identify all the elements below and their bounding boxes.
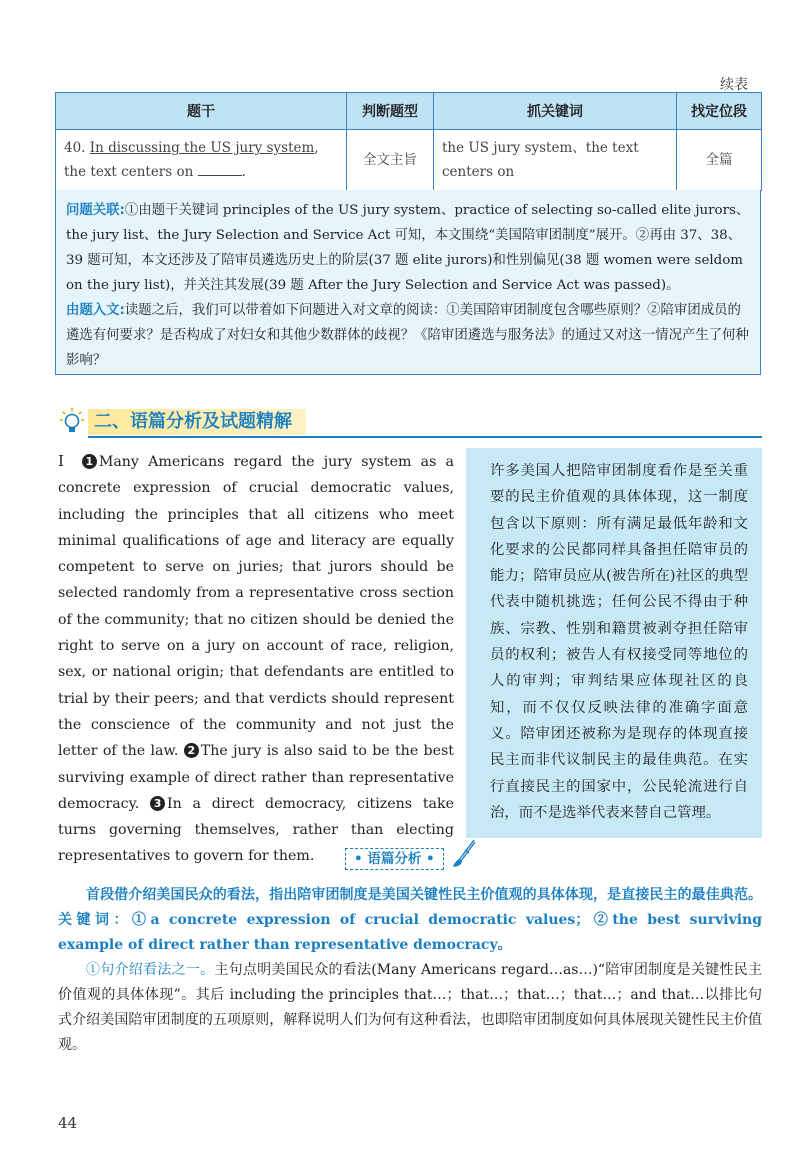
analysis-subheading bbox=[345, 848, 444, 870]
question-end: . bbox=[241, 164, 246, 180]
translation-box: 许多美国人把陪审团制度看作是至关重要的民主价值观的具体体现，这一制度包含以下原则：所有满足最低年龄和文化要求的公民都同样具备担任陪审员的能力；陪审员应从(被告所在)社区的典型代表中随机挑选；任何公民不得由于种族、宗教、性别和籍贯被剥夺担任陪审员的权利；被告人有权接受同等地位的人的审判；审判结果应体现社区的良知，而不仅仅反映法律的准确字面意义。陪审团还被称为是现存的体现直接民主而非代议制民主的最佳典范。在实行直接民主的国家中，公民轮流进行自治，而不是选举代表来替自己管理。 bbox=[466, 448, 762, 838]
question-link-label: 问题关联: bbox=[66, 203, 125, 218]
question-link-text: ①由题干关键词 principles of the US jury system、practice of selecting so-called elite jurors、the jury list、the Jury Selection and Service Act 可知，本文围绕“美国陪审团制度”展开。②再由 37、38、39 题可知，本文还涉及了陪审员遴选历史上的阶层(37 题 elite jurors)和性别偏见(38 题 women were seldom on the jury list)，并关注其发展(39 题 After the Jury Selection and Service Act was passed)。 bbox=[66, 203, 750, 293]
question-stem-cell bbox=[56, 130, 347, 191]
section-title: 二、语篇分析及试题精解 bbox=[88, 409, 306, 435]
section-heading bbox=[58, 405, 762, 439]
analysis-tag: ①句介绍看法之一。 bbox=[86, 962, 215, 978]
header-type: 判断题型 bbox=[347, 93, 434, 130]
enter-text-body: 读题之后，我们可以带着如下问题进入对文章的阅读：①美国陪审团制度包含哪些原则？②陪审团成员的遴选有何要求？是否构成了对妇女和其他少数群体的歧视？《陪审团遴选与服务法》的通过又对这一情况产生了何种影响？ bbox=[66, 303, 749, 368]
lightbulb-icon bbox=[60, 407, 84, 435]
location-cell: 全篇 bbox=[677, 130, 762, 191]
header-location: 找定位段 bbox=[677, 93, 762, 130]
analysis-heading-label: • 语篇分析 • bbox=[345, 848, 444, 870]
question-number: 40. bbox=[64, 140, 90, 156]
paragraph-marker: Ⅰ bbox=[58, 452, 69, 470]
header-stem: 题干 bbox=[56, 93, 347, 130]
enter-text-label: 由题入文: bbox=[66, 303, 125, 318]
sentence-number-2: 2 bbox=[184, 743, 199, 758]
section-divider bbox=[88, 436, 762, 438]
keywords-cell: the US jury system、the text centers on bbox=[434, 130, 677, 191]
sentence-2: The jury is also said to be the best surviving example of direct rather than representative democracy. bbox=[58, 743, 454, 812]
passage-paragraph bbox=[58, 448, 454, 870]
sentence-number-1: 1 bbox=[82, 454, 97, 469]
question-link-paragraph bbox=[66, 198, 750, 298]
question-table bbox=[55, 92, 762, 191]
page-number: 44 bbox=[58, 1114, 78, 1132]
answer-blank bbox=[198, 161, 242, 176]
question-rest: , the text centers on bbox=[64, 140, 319, 180]
continued-label: 续表 bbox=[720, 77, 748, 93]
sentence-1: Many Americans regard the jury system as a concrete expression of crucial democratic values, including the principles that all citizens who meet minimal qualifications of age and literacy are equally competent to serve on juries; that jurors should be selected randomly from a representative cross section of the community; that no citizen should be denied the right to serve on a jury on account of race, religion, sex, or national origin; that defendants are entitled to trial by their peers; and that verdicts should represent the conscience of the community and not just the letter of the law. bbox=[58, 454, 454, 760]
table-row bbox=[56, 130, 762, 191]
brush-icon bbox=[451, 838, 477, 868]
analysis-paragraph-1: 首段借介绍美国民众的看法，指出陪审团制度是美国关键性民主价值观的具体体现，是直接民主的最佳典范。关键词：①a concrete expression of crucial democratic values；②the best surviving example of direct rather than representative democracy。 bbox=[58, 887, 762, 953]
header-keywords: 抓关键词 bbox=[434, 93, 677, 130]
question-underlined: In discussing the US jury system bbox=[89, 140, 315, 156]
analysis-body: 主句点明美国民众的看法(Many Americans regard…as…)“陪审团制度是关键性民主价值观的具体体现”。其后 including the principles that…；that…；that…；that…；and that…以排比句式介绍美国陪审团制度的五项原则，解释说明人们为何有这种看法，也即陪审团制度如何具体展现关键性民主价值观。 bbox=[58, 962, 762, 1053]
table-header-row bbox=[56, 93, 762, 130]
question-type-cell: 全文主旨 bbox=[347, 130, 434, 191]
sentence-number-3: 3 bbox=[150, 796, 165, 811]
enter-text-paragraph bbox=[66, 298, 750, 373]
question-link-box bbox=[55, 190, 761, 375]
sentence-3: In a direct democracy, citizens take turns governing themselves, rather than electing representatives to govern for them. bbox=[58, 795, 454, 865]
analysis-paragraph-2 bbox=[58, 958, 762, 1058]
